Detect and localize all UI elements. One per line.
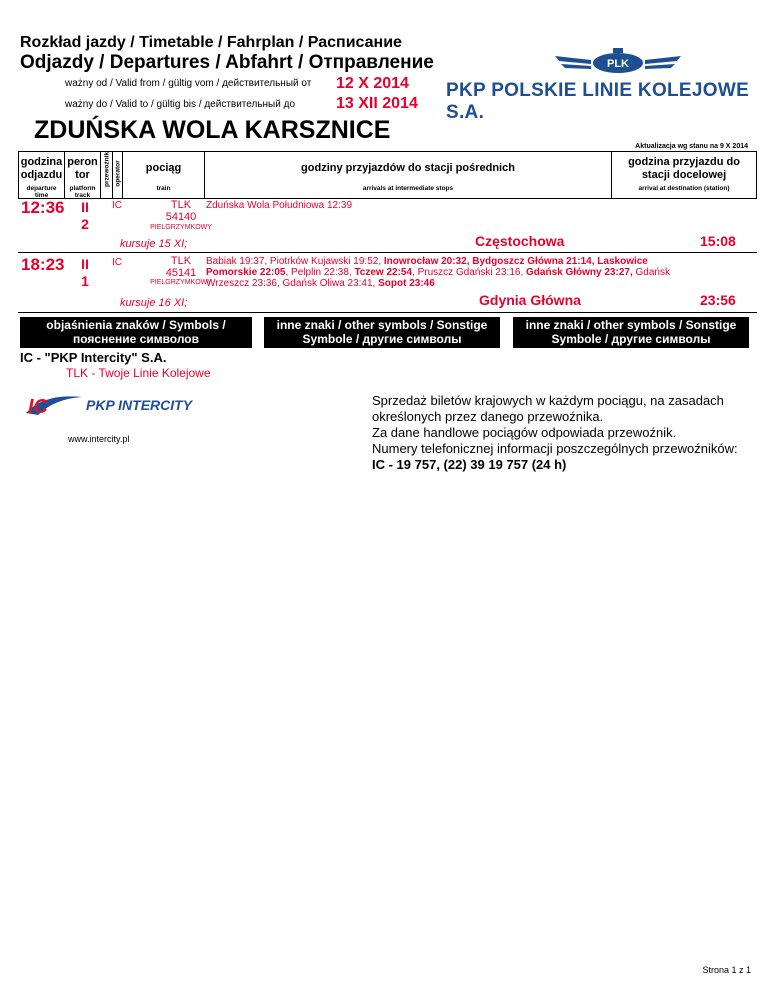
operator: IC	[112, 200, 122, 211]
arrival-time: 15:08	[700, 233, 736, 249]
col-intermediate: godziny przyjazdów do stacji pośrednich arrivals at intermediate stops	[205, 152, 612, 198]
intercity-logo-icon	[24, 393, 84, 417]
update-date: Aktualizacja wg stanu na 9 X 2014	[635, 143, 748, 150]
intermediate-stops: Babiak 19:37, Piotrków Kujawski 19:52, Inowrocław 20:32, Bydgoszcz Główna 21:14, Laskowice Pomorskie 22:05, Pelplin 22:38, Tczew 22:54, Pruszcz Gdański 23:16, Gdańsk Główny 23:27, Gdańsk Wrzeszcz 23:36, Gdańsk Oliwa 23:41, Sopot 23:46	[206, 256, 670, 289]
platform: II 2	[81, 199, 89, 232]
train-name: PIELGRZYMKOWY	[150, 279, 212, 286]
runs-note: kursuje 16 XI;	[120, 297, 188, 309]
sales-info: Sprzedaż biletów krajowych w każdym pociągu, na zasadach określonych przez danego przewoźnika. Za dane handlowe pociągów odpowiada przewoźnik. Numery telefonicznej informacji poszczególnych przewoźników: IC - 19 757, (22) 39 19 757 (24 h)	[372, 393, 738, 472]
intermediate-stops: Zduńska Wola Południowa 12:39	[206, 200, 353, 211]
table-header	[18, 151, 757, 199]
destination: Częstochowa	[475, 233, 565, 249]
col-platform: peron tor platform track	[65, 152, 101, 198]
valid-from-value: 12 X 2014	[336, 75, 409, 92]
intercity-url[interactable]: www.intercity.pl	[68, 434, 130, 444]
col-train: pociąg train	[123, 152, 205, 198]
train-category: TLK	[170, 199, 192, 211]
station-name: ZDUŃSKA WOLA KARSZNICE	[34, 116, 391, 144]
row-divider	[18, 252, 757, 253]
plk-logo-text: PLK	[607, 58, 629, 70]
valid-to-value: 13 XII 2014	[336, 95, 418, 112]
col-operator: przewoźnik	[101, 152, 113, 198]
intercity-brand: PKP INTERCITY	[86, 397, 193, 413]
valid-to-label: ważny do / Valid to / gültig bis / действительный до	[65, 99, 296, 110]
train-number: 45141	[165, 267, 197, 279]
title-line1: Rozkład jazdy / Timetable / Fahrplan / Расписание	[20, 34, 402, 51]
legend-tlk: TLK - Twoje Linie Kolejowe	[66, 366, 211, 380]
title-line2: Odjazdy / Departures / Abfahrt / Отправление	[20, 52, 434, 73]
valid-from-label: ważny od / Valid from / gültig vom / действительный от	[65, 78, 312, 89]
company-name: PKP POLSKIE LINIE KOLEJOWE S.A.	[446, 80, 750, 123]
legend-symbols-box: objaśnienia znaków / Symbols / пояснение символов	[20, 317, 252, 348]
col-departure: godzina odjazdu departure time	[19, 152, 65, 198]
operator: IC	[112, 257, 122, 268]
train-category: TLK	[170, 255, 192, 267]
destination: Gdynia Główna	[479, 292, 581, 308]
train-name: PIELGRZYMKOWY	[150, 224, 212, 231]
legend-other-symbols-box: inne znaki / other symbols / Sonstige Symbole / другие символы	[264, 317, 500, 348]
col-arrival: godzina przyjazdu do stacji docelowej arrival at destination (station)	[628, 156, 740, 192]
arrival-time: 23:56	[700, 292, 736, 308]
train-number: 54140	[165, 211, 197, 223]
departure-time: 18:23	[21, 255, 65, 274]
plk-logo-icon	[555, 48, 681, 78]
page-number: Strona 1 z 1	[702, 965, 751, 975]
row-divider	[18, 312, 757, 313]
legend-other-symbols-box-2: inne znaki / other symbols / Sonstige Symbole / другие символы	[513, 317, 749, 348]
col-operator-en: operator	[113, 152, 123, 198]
legend-ic: IC - "PKP Intercity" S.A.	[20, 350, 167, 365]
intercity-logo-text: IC	[28, 396, 48, 417]
departure-time: 12:36	[21, 198, 65, 217]
platform: II 1	[81, 256, 89, 289]
runs-note: kursuje 15 XI;	[120, 238, 188, 250]
